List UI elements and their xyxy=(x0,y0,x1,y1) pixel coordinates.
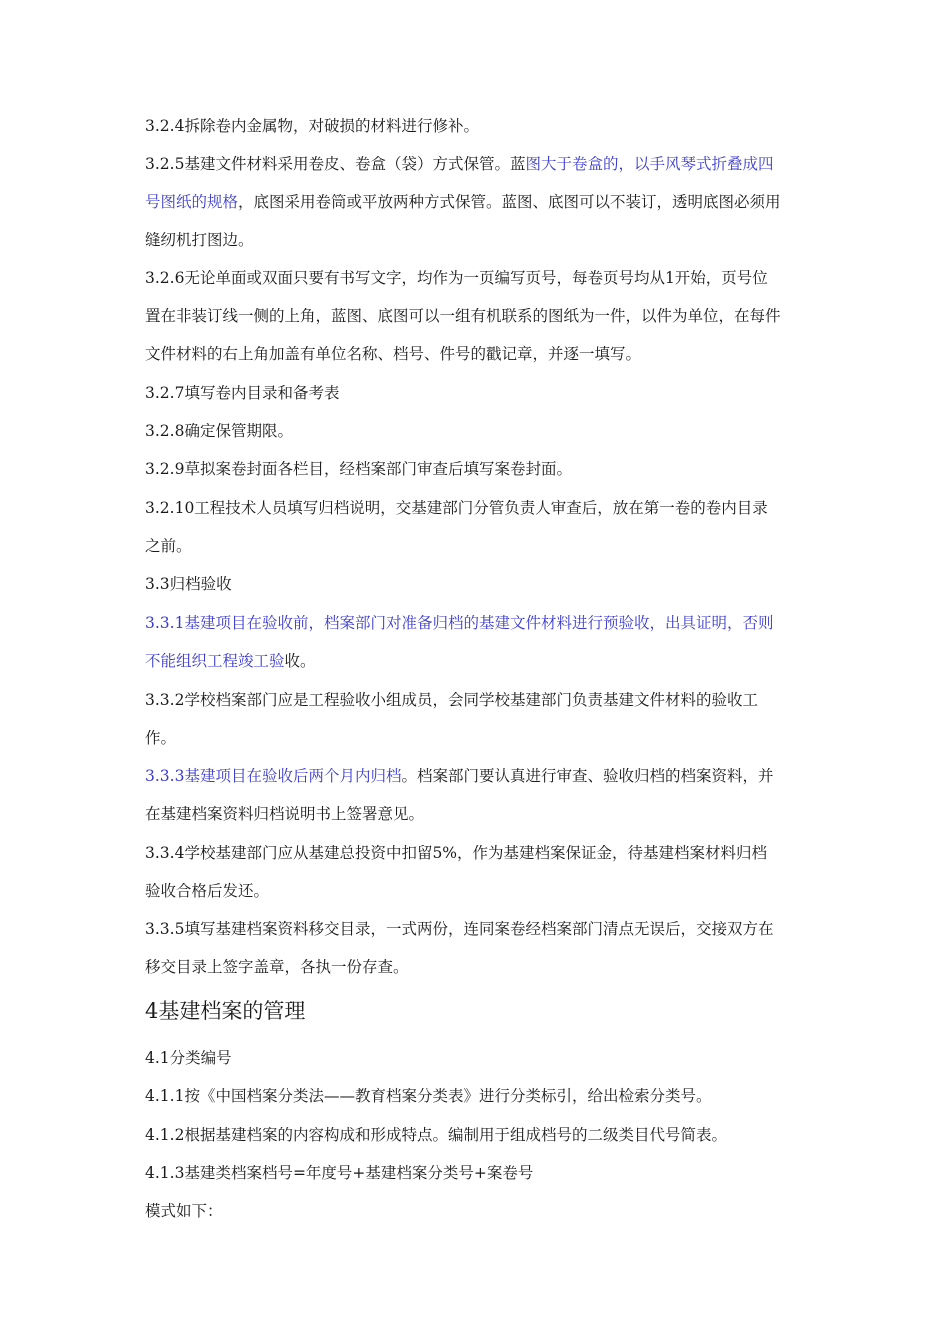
highlighted-text: 基建项目在验收后两个月内归档 xyxy=(184,767,402,785)
paragraph-3-2-7: 3.2.7填写卷内目录和备考表 xyxy=(145,384,340,402)
highlighted-text: 3.3.3 xyxy=(145,767,185,785)
section-4-1-title: 4.1分类编号 xyxy=(145,1049,232,1067)
paragraph-3-3-1-line2 xyxy=(145,642,810,680)
paragraph-3-2-8: 3.2.8确定保管期限。 xyxy=(145,422,293,440)
paragraph-3-3-4-line1: 3.3.4学校基建部门应从基建总投资中扣留5%，作为基建档案保证金，待基建档案材料归档 xyxy=(145,844,768,862)
paragraph-4-1-2: 4.1.2根据基建档案的内容构成和形成特点。编制用于组成档号的二级类目代号简表。 xyxy=(145,1126,727,1144)
paragraph-3-2-5-line1 xyxy=(145,145,810,183)
highlighted-text: 不能组织工程竣工验 xyxy=(145,652,285,670)
paragraph-3-3-5-line1: 3.3.5填写基建档案资料移交目录，一式两份，连同案卷经档案部门清点无误后，交接双方在 xyxy=(145,920,774,938)
paragraph-3-2-5-line2 xyxy=(145,183,810,221)
paragraph-3-2-10-line2: 之前。 xyxy=(145,537,192,555)
paragraph-3-2-5-line3: 缝纫机打图边。 xyxy=(145,231,254,249)
text-segment: 收。 xyxy=(284,652,316,670)
section-3-3-title: 3.3归档验收 xyxy=(145,575,232,593)
highlighted-text: 号图纸的规格 xyxy=(145,193,239,211)
paragraph-pattern-intro: 模式如下： xyxy=(145,1202,223,1220)
paragraph-4-1-3: 4.1.3基建类档案档号=年度号+基建档案分类号+案卷号 xyxy=(145,1164,534,1182)
paragraph-3-3-1-line1 xyxy=(145,604,810,642)
paragraph-3-2-9: 3.2.9草拟案卷封面各栏目，经档案部门审查后填写案卷封面。 xyxy=(145,460,572,478)
paragraph-4-1-1: 4.1.1按《中国档案分类法——教育档案分类表》进行分类标引，给出检索分类号。 xyxy=(145,1087,712,1105)
paragraph-3-2-6-line2: 置在非装订线一侧的上角，蓝图、底图可以一组有机联系的图纸为一件，以件为单位，在每件 xyxy=(145,307,781,325)
paragraph-3-3-2-line2: 作。 xyxy=(145,729,177,747)
text-segment: 。档案部门要认真进行审查、验收归档的档案资料，并 xyxy=(401,767,774,785)
paragraph-3-2-6-line3: 文件材料的右上角加盖有单位名称、档号、件号的戳记章，并逐一填写。 xyxy=(145,345,642,363)
paragraph-3-3-3-line2: 在基建档案资料归档说明书上签署意见。 xyxy=(145,805,425,823)
paragraph-3-3-4-line2: 验收合格后发还。 xyxy=(145,882,270,900)
paragraph-3-2-10-line1: 3.2.10工程技术人员填写归档说明，交基建部门分管负责人审查后，放在第一卷的卷内目录 xyxy=(145,499,768,517)
text-segment: 3.2.5基建文件材料采用卷皮、卷盒（袋）方式保管。蓝 xyxy=(145,155,526,173)
text-segment: ，底图采用卷筒或平放两种方式保管。蓝图、底图可以不装订，透明底图必须用 xyxy=(238,193,781,211)
highlighted-text: 图大于卷盒的，以手风琴式折叠成四 xyxy=(525,155,774,173)
paragraph-3-3-2-line1: 3.3.2学校档案部门应是工程验收小组成员，会同学校基建部门负责基建文件材料的验收工 xyxy=(145,691,758,709)
highlighted-text: 3.3.1 xyxy=(145,614,185,632)
section-4-heading: 4基建档案的管理 xyxy=(145,999,306,1023)
paragraph-3-3-3-line1 xyxy=(145,757,810,795)
highlighted-text: 基建项目在验收前，档案部门对准备归档的基建文件材料进行预验收，出具证明，否则 xyxy=(184,614,774,632)
paragraph-3-2-6-line1: 3.2.6无论单面或双面只要有书写文字，均作为一页编写页号，每卷页号均从1开始，页号位 xyxy=(145,269,768,287)
paragraph-3-2-4: 3.2.4拆除卷内金属物，对破损的材料进行修补。 xyxy=(145,117,479,135)
paragraph-3-3-5-line2: 移交目录上签字盖章，各执一份存查。 xyxy=(145,958,409,976)
